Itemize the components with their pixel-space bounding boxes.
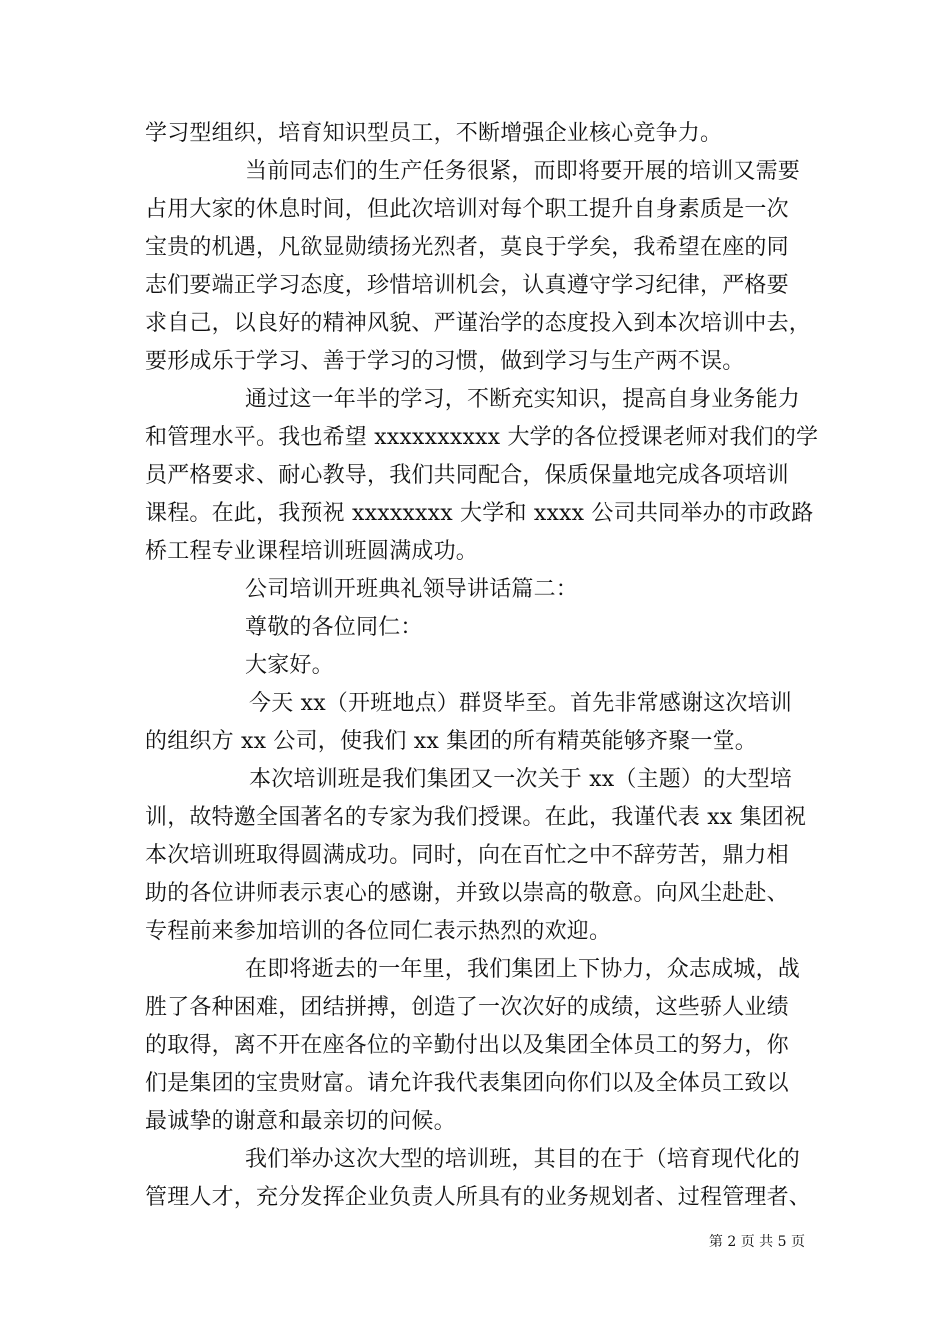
salutation: 尊敬的各位同仁： (245, 615, 423, 640)
paragraph-first-line: 今天 xx（开班地点）群贤毕至。首先非常感谢这次培训 (249, 691, 793, 716)
text-line: 员严格要求、耐心教导，我们共同配合，保质保量地完成各项培训 (145, 463, 789, 488)
text-line: 要形成乐于学习、善于学习的习惯，做到学习与生产两不误。 (145, 349, 745, 374)
text-line: 的取得，离不开在座各位的辛勤付出以及集团全体员工的努力，你 (145, 1033, 789, 1058)
text-line: 最诚挚的谢意和最亲切的问候。 (145, 1109, 456, 1134)
text-line: 求自己，以良好的精神风貌、严谨治学的态度投入到本次培训中去， (145, 311, 812, 336)
text-line: 胜了各种困难，团结拼搏，创造了一次次好的成绩，这些骄人业绩 (145, 995, 789, 1020)
text-line: 的组织方 xx 公司，使我们 xx 集团的所有精英能够齐聚一堂。 (145, 729, 758, 754)
text-line: 专程前来参加培训的各位同仁表示热烈的欢迎。 (145, 919, 612, 944)
paragraph-first-line: 我们举办这次大型的培训班，其目的在于（培育现代化的 (245, 1147, 801, 1172)
section-heading: 公司培训开班典礼领导讲话篇二： (245, 577, 579, 602)
paragraph-first-line: 当前同志们的生产任务很紧，而即将要开展的培训又需要 (245, 159, 801, 184)
text-line: 占用大家的休息时间，但此次培训对每个职工提升自身素质是一次 (145, 197, 789, 222)
greeting: 大家好。 (245, 653, 334, 678)
text-line: 和管理水平。我也希望 xxxxxxxxxx 大学的各位授课老师对我们的学 (145, 425, 819, 450)
text-line: 训，故特邀全国著名的专家为我们授课。在此，我谨代表 xx 集团祝 (145, 805, 807, 830)
text-line: 学习型组织，培育知识型员工，不断增强企业核心竞争力。 (145, 121, 723, 146)
text-line: 们是集团的宝贵财富。请允许我代表集团向你们以及全体员工致以 (145, 1071, 789, 1096)
text-line: 管理人才，充分发挥企业负责人所具有的业务规划者、过程管理者、 (145, 1185, 812, 1210)
paragraph-first-line: 通过这一年半的学习，不断充实知识，提高自身业务能力 (245, 387, 801, 412)
text-line: 本次培训班取得圆满成功。同时，向在百忙之中不辞劳苦，鼎力相 (145, 843, 789, 868)
paragraph-first-line: 本次培训班是我们集团又一次关于 xx（主题）的大型培 (249, 767, 793, 792)
page-number: 第 2 页 共 5 页 (708, 1234, 805, 1250)
text-line: 课程。在此，我预祝 xxxxxxxx 大学和 xxxx 公司共同举办的市政路 (145, 501, 814, 526)
text-line: 志们要端正学习态度，珍惜培训机会，认真遵守学习纪律，严格要 (145, 273, 789, 298)
text-line: 桥工程专业课程培训班圆满成功。 (145, 539, 479, 564)
paragraph-first-line: 在即将逝去的一年里，我们集团上下协力，众志成城，战 (245, 957, 801, 982)
text-line: 宝贵的机遇，凡欲显勋绩扬光烈者，莫良于学矣，我希望在座的同 (145, 235, 789, 260)
text-line: 助的各位讲师表示衷心的感谢，并致以崇高的敬意。向风尘赴赴、 (145, 881, 789, 906)
